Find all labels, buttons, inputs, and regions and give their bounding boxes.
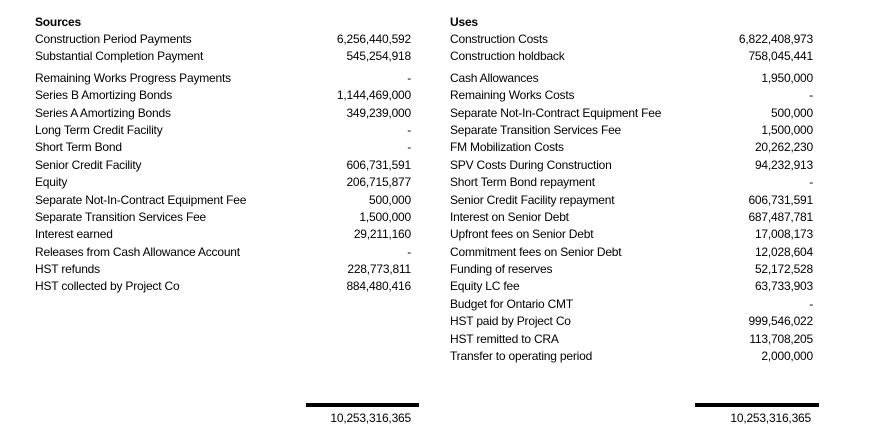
- uses-header: Uses: [450, 15, 478, 29]
- line-item-label: Construction holdback: [450, 49, 565, 64]
- line-item-value: 206,715,877: [346, 175, 411, 190]
- line-item-label: Budget for Ontario CMT: [450, 296, 573, 311]
- sources-column: [35, 13, 411, 296]
- line-item-value: 606,731,591: [748, 192, 813, 207]
- line-item-label: Upfront fees on Senior Debt: [450, 227, 594, 242]
- line-item-row: [35, 31, 411, 48]
- line-item-row: [450, 261, 813, 278]
- line-item-value: -: [809, 296, 813, 311]
- line-item-value: -: [809, 175, 813, 190]
- line-item-label: HST refunds: [35, 262, 100, 277]
- line-item-row: [35, 174, 411, 191]
- line-item-label: Separate Transition Services Fee: [450, 122, 622, 137]
- line-item-row: [35, 70, 411, 87]
- line-item-label: Equity: [35, 175, 68, 190]
- line-item-label: Construction Period Payments: [35, 32, 192, 46]
- line-item-row: [450, 331, 813, 348]
- line-item-value: 758,045,441: [748, 49, 813, 64]
- line-item-value: 545,254,918: [346, 49, 411, 64]
- line-item-label: Separate Not-In-Contract Equipment Fee: [35, 192, 247, 207]
- line-item-label: SPV Costs During Construction: [450, 157, 612, 172]
- line-item-row: [35, 157, 411, 174]
- uses-column: [450, 13, 813, 365]
- line-item-value: 1,500,000: [359, 209, 411, 224]
- line-item-value: 63,733,903: [754, 279, 813, 294]
- line-item-value: 1,950,000: [761, 70, 813, 85]
- line-item-label: Cash Allowances: [450, 70, 539, 85]
- line-item-value: 17,008,173: [754, 227, 813, 242]
- line-item-row: [35, 139, 411, 156]
- line-item-row: [450, 192, 813, 209]
- sources-total-rule: [306, 403, 419, 407]
- line-item-label: Short Term Bond repayment: [450, 175, 595, 190]
- line-item-value: 1,500,000: [761, 122, 813, 137]
- line-item-label: Interest earned: [35, 227, 113, 242]
- uses-total: [695, 403, 819, 426]
- line-item-value: 1,144,469,000: [336, 88, 411, 103]
- line-item-row: [450, 244, 813, 261]
- line-item-label: Senior Credit Facility repayment: [450, 192, 615, 207]
- line-item-row: [450, 31, 813, 48]
- line-item-label: Remaining Works Progress Payments: [35, 70, 231, 85]
- line-item-label: Substantial Completion Payment: [35, 49, 204, 64]
- line-item-label: HST collected by Project Co: [35, 279, 180, 294]
- line-item-value: 94,232,913: [754, 157, 813, 172]
- line-item-label: Interest on Senior Debt: [450, 209, 569, 224]
- line-item-value: 113,708,205: [749, 331, 813, 346]
- line-item-label: Separate Transition Services Fee: [35, 209, 207, 224]
- line-item-label: Series B Amortizing Bonds: [35, 88, 173, 103]
- line-item-value: 29,211,160: [353, 227, 411, 242]
- line-item-row: [450, 139, 813, 156]
- line-item-value: 228,773,811: [347, 262, 411, 277]
- line-item-row: [450, 70, 813, 87]
- line-item-label: Funding of reserves: [450, 262, 553, 277]
- line-item-value: 6,822,408,973: [738, 32, 813, 46]
- line-item-value: 999,546,022: [748, 314, 813, 329]
- line-item-row: [35, 122, 411, 139]
- line-item-row: [450, 174, 813, 191]
- line-item-row: [450, 122, 813, 139]
- line-item-label: Separate Not-In-Contract Equipment Fee: [450, 105, 662, 120]
- line-item-label: Equity LC fee: [450, 279, 520, 294]
- line-item-row: [35, 192, 411, 209]
- line-item-row: [35, 226, 411, 243]
- line-item-row: [450, 226, 813, 243]
- line-item-label: Series A Amortizing Bonds: [35, 105, 171, 120]
- line-item-row: [450, 348, 813, 365]
- line-item-row: [35, 87, 411, 104]
- line-item-row: [35, 209, 411, 226]
- line-item-value: 6,256,440,592: [336, 32, 411, 46]
- line-item-label: Construction Costs: [450, 32, 548, 46]
- line-item-row: [35, 244, 411, 261]
- line-item-value: -: [809, 88, 813, 103]
- line-item-label: HST paid by Project Co: [450, 314, 571, 329]
- line-item-value: 12,028,604: [754, 244, 813, 259]
- line-item-label: HST remitted to CRA: [450, 331, 559, 346]
- line-item-value: 884,480,416: [346, 279, 411, 294]
- line-item-row: [35, 278, 411, 295]
- sources-total: [306, 403, 419, 426]
- line-item-row: [35, 105, 411, 122]
- line-item-row: [35, 261, 411, 278]
- sources-rows: [35, 31, 411, 296]
- line-item-value: 52,172,528: [754, 262, 813, 277]
- line-item-label: Commitment fees on Senior Debt: [450, 244, 622, 259]
- line-item-value: 500,000: [369, 192, 411, 207]
- uses-rows: [450, 31, 813, 365]
- sources-total-value: 10,253,316,365: [330, 411, 411, 425]
- sources-header: Sources: [35, 15, 81, 29]
- uses-total-value: 10,253,316,365: [730, 411, 811, 425]
- line-item-label: Short Term Bond: [35, 140, 122, 155]
- line-item-row: [450, 209, 813, 226]
- line-item-value: 20,262,230: [754, 140, 813, 155]
- line-item-row: [35, 48, 411, 65]
- line-item-value: 349,239,000: [346, 105, 411, 120]
- line-item-label: Remaining Works Costs: [450, 88, 575, 103]
- line-item-value: -: [407, 244, 411, 259]
- line-item-row: [450, 48, 813, 65]
- line-item-value: -: [407, 140, 411, 155]
- line-item-value: 687,487,781: [748, 209, 813, 224]
- line-item-value: -: [407, 122, 411, 137]
- line-item-row: [450, 87, 813, 104]
- line-item-value: 2,000,000: [761, 349, 813, 364]
- line-item-value: 606,731,591: [346, 157, 411, 172]
- line-item-row: [450, 296, 813, 313]
- line-item-label: Releases from Cash Allowance Account: [35, 244, 240, 259]
- line-item-value: -: [407, 70, 411, 85]
- uses-total-rule: [695, 403, 819, 407]
- line-item-row: [450, 313, 813, 330]
- line-item-label: Transfer to operating period: [450, 349, 593, 364]
- line-item-label: FM Mobilization Costs: [450, 140, 564, 155]
- line-item-label: Long Term Credit Facility: [35, 122, 163, 137]
- line-item-label: Senior Credit Facility: [35, 157, 142, 172]
- line-item-value: 500,000: [771, 105, 813, 120]
- line-item-row: [450, 278, 813, 295]
- line-item-row: [450, 157, 813, 174]
- line-item-row: [450, 105, 813, 122]
